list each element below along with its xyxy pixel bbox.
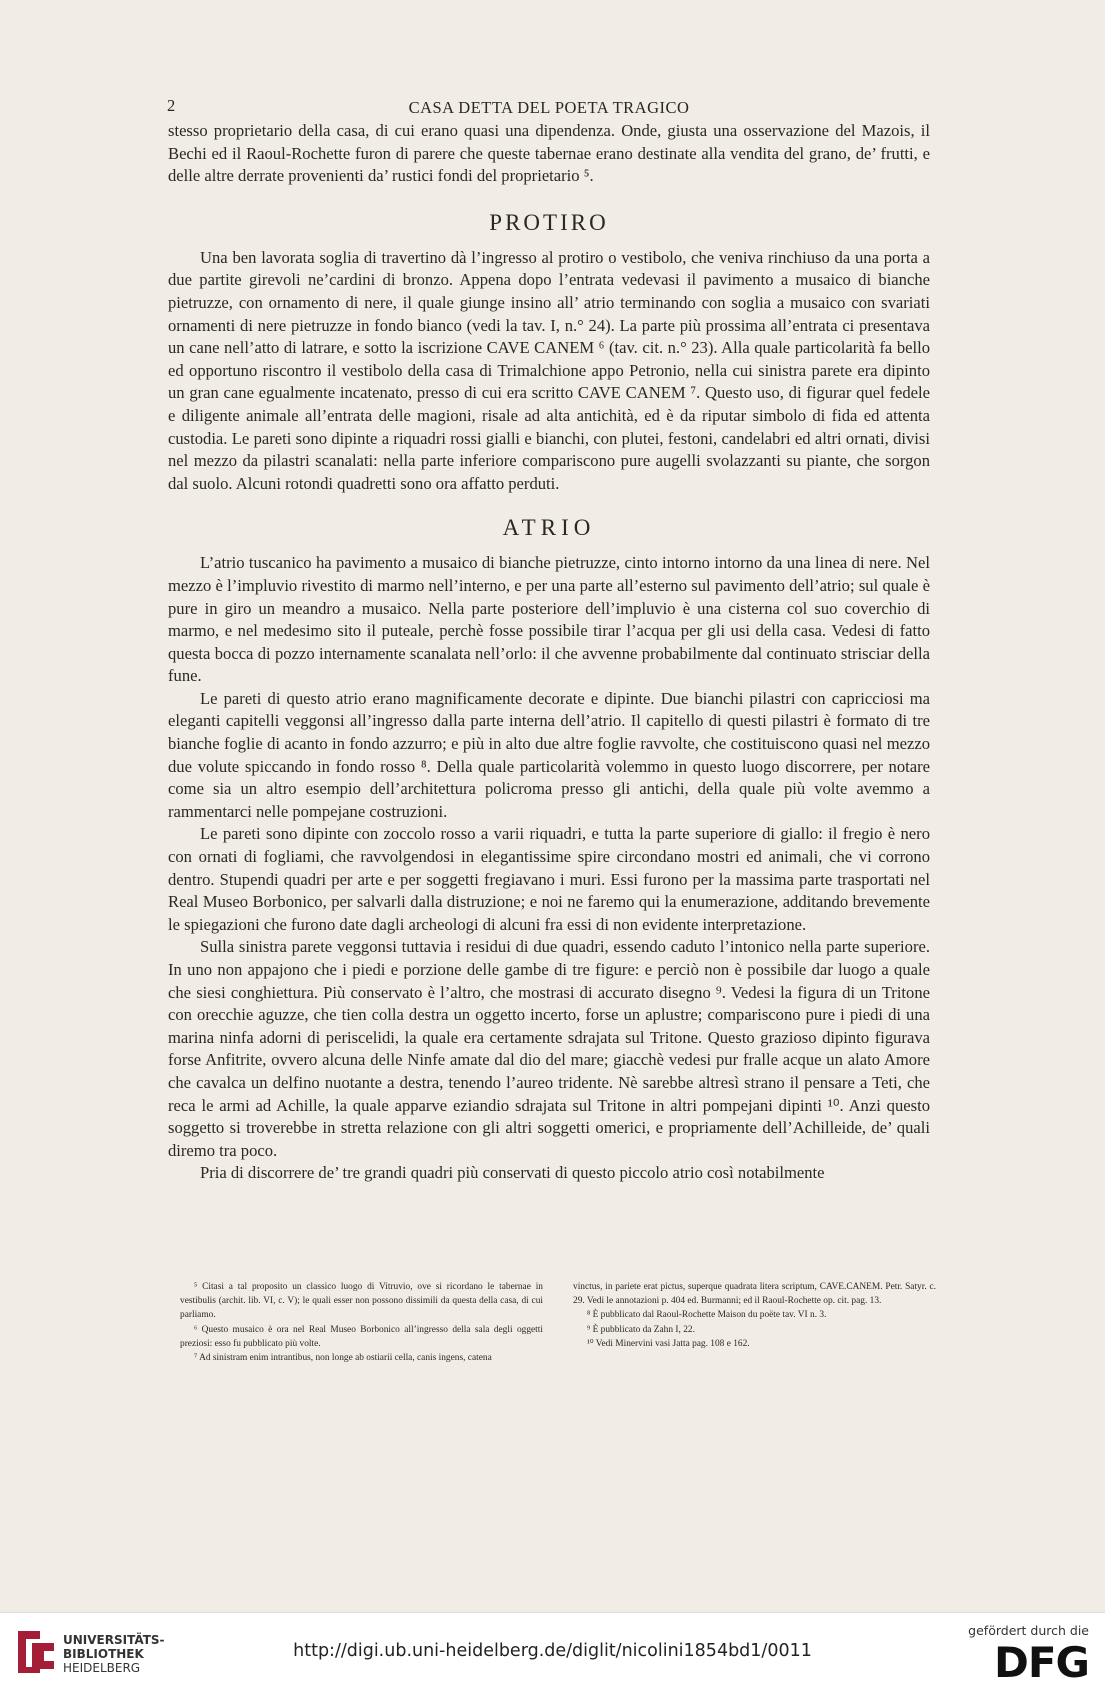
protiro-paragraph: Una ben lavorata soglia di travertino dà l’ingresso al protiro o vestibolo, che veniva rinchiuso da una porta a due partite girevoli ne’cardini di bronzo. Appena dopo l’entrata vedevasi il pavimento a musaico di bianche pietruzze, con ornamento di nere, il quale giunge insino all’ atrio terminando con soglia a musaico con svariati ornamenti di nere pietruzze in fondo bianco (vedi la tav. I, n.° 24). La parte più prossima all’entrata ci presentava un cane nell’atto di latrare, e sotto la iscrizione CAVE CANEM ⁶ (tav. cit. n.° 23). Alla quale particolarità fa bello ed opportuno riscontro il vestibolo della casa di Trimalchione appo Petronio, nella cui sinistra parete era dipinto un gran cane egualmente incatenato, presso di cui era scritto CAVE CANEM ⁷. Questo uso, di figurar quel fedele e diligente animale all’entrata delle magioni, risale ad alta antichità, ed è da riputar simbolo di fida ed attenta custodia. Le pareti sono dipinte a riquadri rossi gialli e bianchi, con plutei, festoni, candelabri ed altri ornati, divisi nel mezzo da pilastri scanalati: nella parte inferiore compariscono pure augelli svolazzanti su piante, che sorgon dal suolo. Alcuni rotondi quadretti sono ora affatto perduti. [168, 247, 930, 493]
footnote-7-continued: vinctus, in pariete erat pictus, superque quadrata litera scriptum, CAVE.CANEM. Petr. Satyr. c. 29. Vedi le annotazioni p. 404 ed. Burmanni; ed il Raoul-Rochette op. cit. pag. 13. [573, 1282, 936, 1307]
library-name-line-2: BIBLIOTHEK [63, 1647, 144, 1661]
footnote-8: ⁸ È pubblicato dal Raoul-Rochette Maison du poëte tav. VI n. 3. [587, 1310, 827, 1321]
footnote-7: ⁷ Ad sinistram enim intrantibus, non longe ab ostiarii cella, canis ingens, catena [194, 1353, 492, 1364]
section-heading-atrio: ATRIO [502, 515, 596, 541]
atrio-paragraph-4: Sulla sinistra parete veggonsi tuttavia i residui di due quadri, essendo caduto l’intonico nella parte superiore. In uno non appajono che i piedi e porzione delle gambe di tre figure: e perciò non è possibile dar luogo a quale che siesi conghiettura. Più conservato è l’altro, che mostrasi di accurato disegno ⁹. Vedesi la figura di un Tritone con orecchie aguzze, che tien colla destra un oggetto incerto, forse un aplustre; compariscono pure i piedi di una marina ninfa adorni di periscelidi, la quale era certamente sdrajata sul Tritone. Questo grazioso dipinto figurava forse Anfitrite, ovvero alcuna delle Ninfe amate dal dio del mare; giacchè vedesi pur fralle acque un alato Amore che cavalca un delfino nuotante a destra, tenendo l’aureo tridente. Nè sarebbe altresì strano il pensare a Teti, che reca le armi ad Achille, la quale apparve eziandio sdrajata sul Tritone in altri pompejani dipinti ¹⁰. Anzi questo soggetto si troverebbe in stretta relazione con gli altri soggetti omerici, e propriamente dell’Achilleide, de’ quali diremo tra poco. [168, 937, 930, 1160]
footnotes [180, 1280, 936, 1365]
library-name-line-3: HEIDELBERG [63, 1661, 141, 1675]
atrio-paragraph-5: Pria di discorrere de’ tre grandi quadri più conservati di questo piccolo atrio così notabilmente [200, 1163, 825, 1183]
page-number: 2 [167, 96, 176, 115]
intro-paragraph: stesso proprietario della casa, di cui erano quasi una dipendenza. Onde, giusta una osservazione del Mazois, il Bechi ed il Raoul-Rochette furon di parere che queste tabernae erano destinate alla vendita del grano, de’ frutti, e delle altre derrate provenienti da’ rustici fondi del proprietario ⁵. [168, 121, 930, 186]
running-head [168, 90, 930, 120]
library-name-line-1: UNIVERSITÄTS- [63, 1633, 165, 1647]
atrio-paragraph-2: Le pareti di questo atrio erano magnificamente decorate e dipinte. Due bianchi pilastri con capricciosi ma eleganti capitelli veggonsi all’ingresso dalla parte interna dell’atrio. Il capitello di questi pilastri è formato di tre bianche foglie di acanto in fondo azzurro; e più in alto due altre foglie ravvolte, che costituiscono quasi nel mezzo due volute spiccando in fondo rosso ⁸. Della quale particolarità volemmo in questo luogo discorrere, per notare come sia un altro esempio dell’architettura policroma presso gli antichi, della quale più volte avemmo a rammentarci nelle pompejane costruzioni. [168, 688, 930, 821]
dfg-logo[interactable]: DFG [993, 1638, 1089, 1687]
atrio-paragraph-3: Le pareti sono dipinte con zoccolo rosso a varii riquadri, e tutta la parte superiore di giallo: il fregio è nero con ornati di fogliami, che ravvolgendosi in elegantissime spire circondano mostri ed animali, che vi corrono dentro. Stupendi quadri per arte e per soggetti fregiavano i muri. Essi furono per la massima parte trasportati nel Real Museo Borbonico, per salvarli dalla distruzione; e noi ne faremo qui la enumerazione, additando brevemente le spiegazioni che furono date dagli archeologi di alcuni fra essi di non evidente interpretazione. [168, 824, 930, 934]
funder-text: gefördert durch die [968, 1623, 1089, 1638]
viewer-footer [0, 1612, 1105, 1692]
permalink-url[interactable]: http://digi.ub.uni-heidelberg.de/diglit/nicolini1854bd1/0011 [293, 1641, 812, 1661]
footnotes-left-column [180, 1280, 543, 1365]
page-body [168, 90, 930, 1185]
footnote-6: ⁶ Questo musaico è ora nel Real Museo Borbonico all’ingresso della sala degli oggetti preziosi: esso fu pubblicato più volte. [180, 1324, 543, 1349]
footnotes-right-column [573, 1280, 936, 1365]
footnote-5: ⁵ Citasi a tal proposito un classico luogo di Vitruvio, ove si ricordano le tabernae in vestibulis (archit. lib. VI, c. V); le quali esser non possono dissimili da questa della casa, di cui parliamo. [180, 1282, 543, 1321]
atrio-paragraph-1: L’atrio tuscanico ha pavimento a musaico di bianche pietruzze, cinto intorno intorno da una linea di nere. Nel mezzo è l’impluvio rivestito di marmo nell’interno, e per una parte all’esterno sul pavimento dell’atrio; sul quale è pure in giro un meandro a musaico. Nella parte posteriore dell’impluvio è una cisterna col suo coverchio di marmo, e nel medesimo sito il puteale, perchè fosse possibile tirar l’acqua per gli usi della casa. Vedesi di fatto questa bocca di pozzo internamente scanalata nell’orlo: il che avvenne probabilmente dal continuato strisciar della fune. [168, 553, 930, 686]
running-title: CASA DETTA DEL POETA TRAGICO [408, 98, 690, 117]
footnote-10: ¹⁰ Vedi Minervini vasi Jatta pag. 108 e 162. [587, 1338, 750, 1349]
section-heading-protiro: PROTIRO [489, 209, 609, 235]
footnote-9: ⁹ È pubblicato da Zahn I, 22. [587, 1324, 695, 1335]
